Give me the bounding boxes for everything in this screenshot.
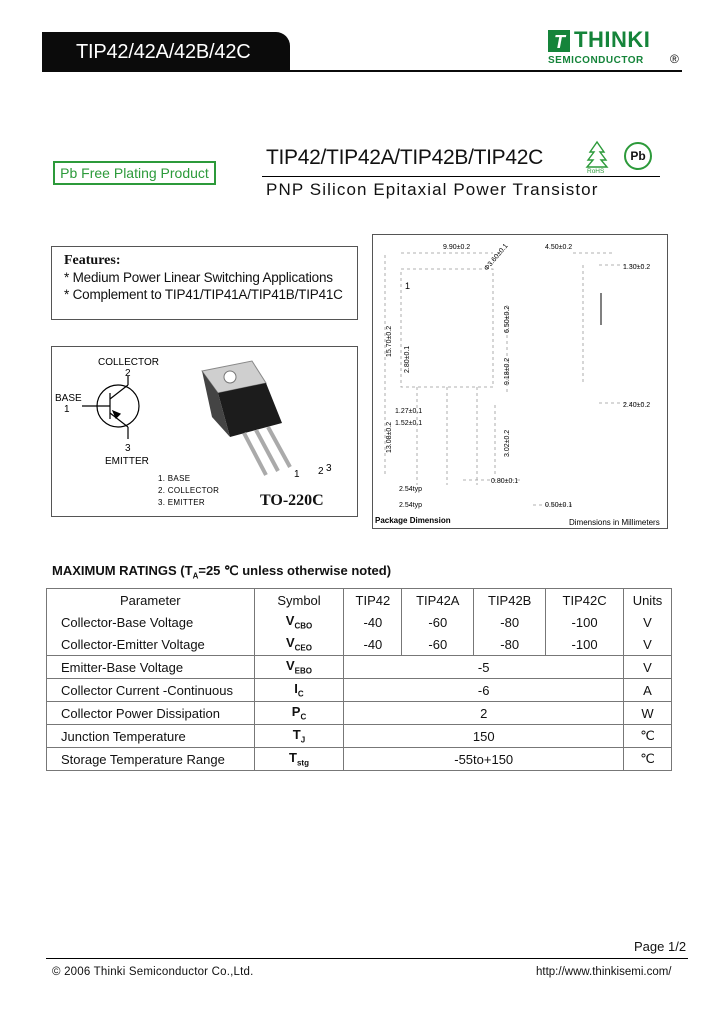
feature-item: * Medium Power Linear Switching Applications — [64, 270, 333, 285]
dimension-lines — [385, 253, 643, 505]
table-cell: $V_{CEO}$ — [254, 633, 344, 656]
table-cell: -60 — [402, 633, 474, 656]
table-cell: V — [624, 633, 672, 656]
emitter-label: EMITTER — [105, 456, 149, 467]
header-cell: TIP42A — [402, 589, 474, 612]
title-rule — [262, 176, 660, 177]
copyright: © 2006 Thinki Semiconductor Co.,Ltd. — [52, 966, 254, 978]
table-cell: -5 — [344, 656, 624, 679]
table-cell: V — [624, 611, 672, 633]
header-cell: TIP42C — [546, 589, 624, 612]
dim-pin-number: 1 — [405, 281, 411, 291]
collector-label: COLLECTOR — [98, 357, 159, 368]
table-row — [47, 656, 672, 679]
part-number-tab: TIP42/42A/42B/42C — [42, 32, 290, 72]
dim-label: Φ3.60±0.1 — [483, 242, 510, 273]
pnp-transistor-symbol-icon — [82, 376, 139, 439]
features-heading: Features: — [64, 253, 121, 268]
table-cell: $T_{stg}$ — [254, 748, 344, 771]
dim-label: 6.50±0.2 — [504, 305, 511, 333]
ratings-title: MAXIMUM RATINGS ($T_A=25$ ℃ unless otherwise noted) — [52, 563, 392, 581]
dim-label: 2.54typ — [399, 502, 422, 509]
table-row — [47, 611, 672, 633]
emitter-pin-number: 3 — [125, 443, 131, 454]
dim-label: 15.70±0.2 — [386, 325, 393, 357]
thinki-logo-icon — [548, 30, 570, 52]
table-cell: Junction Temperature — [47, 725, 255, 748]
table-row — [47, 725, 672, 748]
lead-number: 1 — [294, 469, 300, 480]
header-cell: Parameter — [47, 589, 255, 612]
table-cell: -60 — [402, 611, 474, 633]
package-dimension-drawing — [372, 234, 668, 529]
table-cell: -100 — [546, 611, 624, 633]
rohs-icon — [584, 140, 610, 174]
table-row — [47, 633, 672, 656]
pb-free-badge: Pb Free Plating Product — [53, 161, 216, 185]
table-cell: $I_C$ — [254, 679, 344, 702]
dim-label: 1.30±0.2 — [623, 264, 651, 271]
package-name: TO-220C — [260, 492, 324, 509]
features-box — [51, 246, 358, 320]
dim-label: 1.52±0.1 — [395, 420, 423, 427]
rohs-label: RoHS — [587, 168, 605, 174]
table-cell: V — [624, 656, 672, 679]
dim-label: 1.27±0.1 — [395, 408, 423, 415]
table-row — [47, 702, 672, 725]
dim-label: 13.08±0.2 — [386, 421, 393, 453]
table-cell: -55to+150 — [344, 748, 624, 771]
header-rule — [42, 70, 682, 72]
feature-item: * Complement to TIP41/TIP41A/TIP41B/TIP41C — [64, 287, 343, 302]
table-cell: -6 — [344, 679, 624, 702]
table-cell: $P_C$ — [254, 702, 344, 725]
table-cell: ℃ — [624, 748, 672, 771]
table-cell: Collector Current -Continuous — [47, 679, 255, 702]
table-row — [47, 679, 672, 702]
table-cell: 2 — [344, 702, 624, 725]
to220-package-icon — [202, 361, 290, 475]
dimension-caption: Package Dimension — [375, 516, 451, 525]
pb-free-icon: Pb — [624, 142, 652, 170]
table-cell: A — [624, 679, 672, 702]
dim-label: 0.80±0.1 — [491, 478, 519, 485]
collector-pin-number: 2 — [125, 368, 131, 379]
dim-label: 4.50±0.2 — [545, 244, 573, 251]
table-cell: Collector-Emitter Voltage — [47, 633, 255, 656]
table-cell: $T_J$ — [254, 725, 344, 748]
table-cell: -40 — [344, 633, 402, 656]
dim-label: 0.50±0.1 — [545, 502, 573, 509]
base-pin-number: 1 — [64, 404, 70, 415]
table-cell: -100 — [546, 633, 624, 656]
pin-list-item: 2. COLLECTOR — [158, 486, 220, 495]
table-cell: -80 — [474, 633, 546, 656]
lead-number: 2 — [318, 466, 324, 477]
page-number: Page 1/2 — [634, 939, 687, 954]
pin-list-item: 3. EMITTER — [158, 498, 206, 507]
maximum-ratings-table — [46, 588, 672, 771]
table-cell: $V_{CBO}$ — [254, 611, 344, 633]
table-cell: Emitter-Base Voltage — [47, 656, 255, 679]
table-cell: Collector-Base Voltage — [47, 611, 255, 633]
page-title: TIP42/TIP42A/TIP42B/TIP42C — [266, 146, 543, 169]
dim-label: 9.90±0.2 — [443, 244, 471, 251]
table-row — [47, 748, 672, 771]
dim-label: 2.54typ — [399, 486, 422, 493]
dim-label: 2.40±0.2 — [623, 402, 651, 409]
header-cell: TIP42 — [344, 589, 402, 612]
table-cell: 150 — [344, 725, 624, 748]
footer-rule — [46, 958, 688, 959]
header-cell: Units — [624, 589, 672, 612]
table-cell: Collector Power Dissipation — [47, 702, 255, 725]
header-cell: TIP42B — [474, 589, 546, 612]
pin-list-item: 1. BASE — [158, 474, 191, 483]
logo-subtitle: SEMICONDUCTOR — [548, 55, 644, 66]
table-cell: -40 — [344, 611, 402, 633]
page-subtitle: PNP Silicon Epitaxial Power Transistor — [266, 180, 599, 199]
registered-mark: ® — [670, 52, 679, 66]
dim-label: 3.02±0.2 — [504, 429, 511, 457]
table-cell: ℃ — [624, 725, 672, 748]
dim-label: 2.80±0.1 — [404, 345, 411, 373]
table-cell: W — [624, 702, 672, 725]
base-label: BASE — [55, 393, 82, 404]
transistor-symbol-box — [51, 346, 358, 517]
table-cell: Storage Temperature Range — [47, 748, 255, 771]
dim-label: 9.18±0.2 — [504, 357, 511, 385]
table-cell: -80 — [474, 611, 546, 633]
table-cell: $V_{EBO}$ — [254, 656, 344, 679]
header-cell: Symbol — [254, 589, 344, 612]
lead-number: 3 — [326, 463, 332, 474]
table-header-row — [47, 589, 672, 612]
logo-mark: T — [554, 32, 565, 52]
dimension-unit-note: Dimensions in Millimeters — [569, 518, 660, 527]
website-link[interactable]: http://www.thinkisemi.com/ — [536, 966, 672, 978]
logo-wordmark: THINKI — [574, 27, 651, 52]
